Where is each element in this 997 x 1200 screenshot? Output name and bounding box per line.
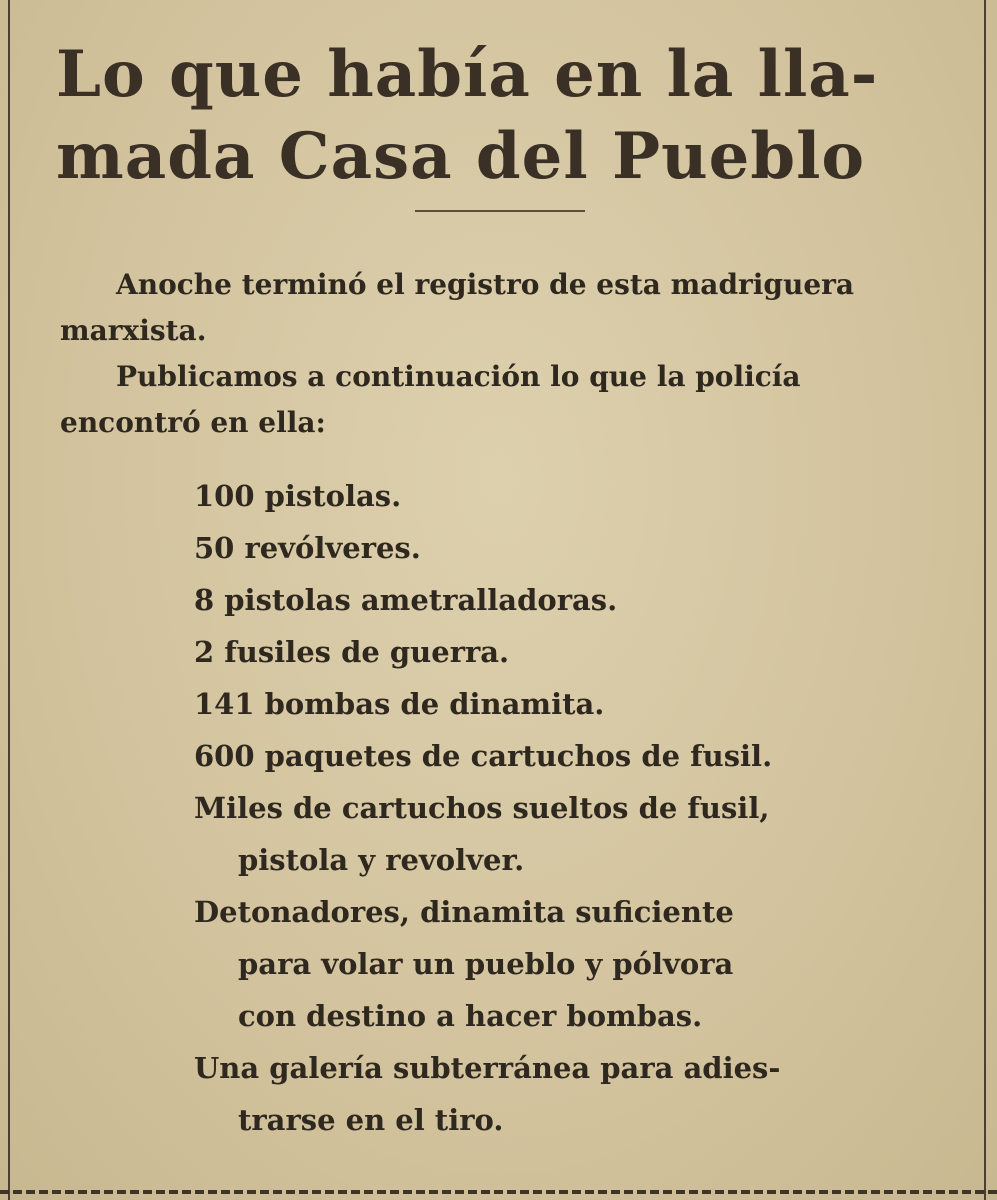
headline-line-1: Lo que había en la lla-	[56, 37, 879, 112]
list-item: 100 pistolas.	[194, 479, 402, 513]
bottom-dashed-rule	[0, 1190, 997, 1194]
seized-items-list	[194, 470, 924, 1146]
headline-separator	[415, 210, 585, 212]
intro-line-2: marxista.	[60, 314, 207, 347]
publish-line-1: Publicamos a continuación lo que la policía	[116, 360, 801, 393]
headline-line-2: mada Casa del Pueblo	[56, 119, 866, 194]
left-column-rule	[8, 0, 10, 1200]
publish-paragraph	[60, 354, 950, 446]
list-item: 8 pistolas ametralladoras.	[194, 583, 618, 617]
list-item: 600 paquetes de cartuchos de fusil.	[194, 739, 773, 773]
list-item: 141 bombas de dinamita.	[194, 687, 605, 721]
list-item: Una galería subterránea para adies- trarse en el tiro.	[194, 1051, 781, 1137]
intro-line-1: Anoche terminó el registro de esta madriguera	[116, 268, 855, 301]
list-item: 2 fusiles de guerra.	[194, 635, 510, 669]
publish-line-2: encontró en ella:	[60, 406, 326, 439]
list-item: Miles de cartuchos sueltos de fusil, pistola y revolver.	[194, 791, 770, 877]
right-column-rule	[984, 0, 986, 1200]
intro-paragraph	[60, 262, 950, 354]
list-item: Detonadores, dinamita suficiente para volar un pueblo y pólvora con destino a hacer bombas.	[194, 895, 734, 1033]
list-item: 50 revólveres.	[194, 531, 421, 565]
headline	[56, 34, 956, 198]
